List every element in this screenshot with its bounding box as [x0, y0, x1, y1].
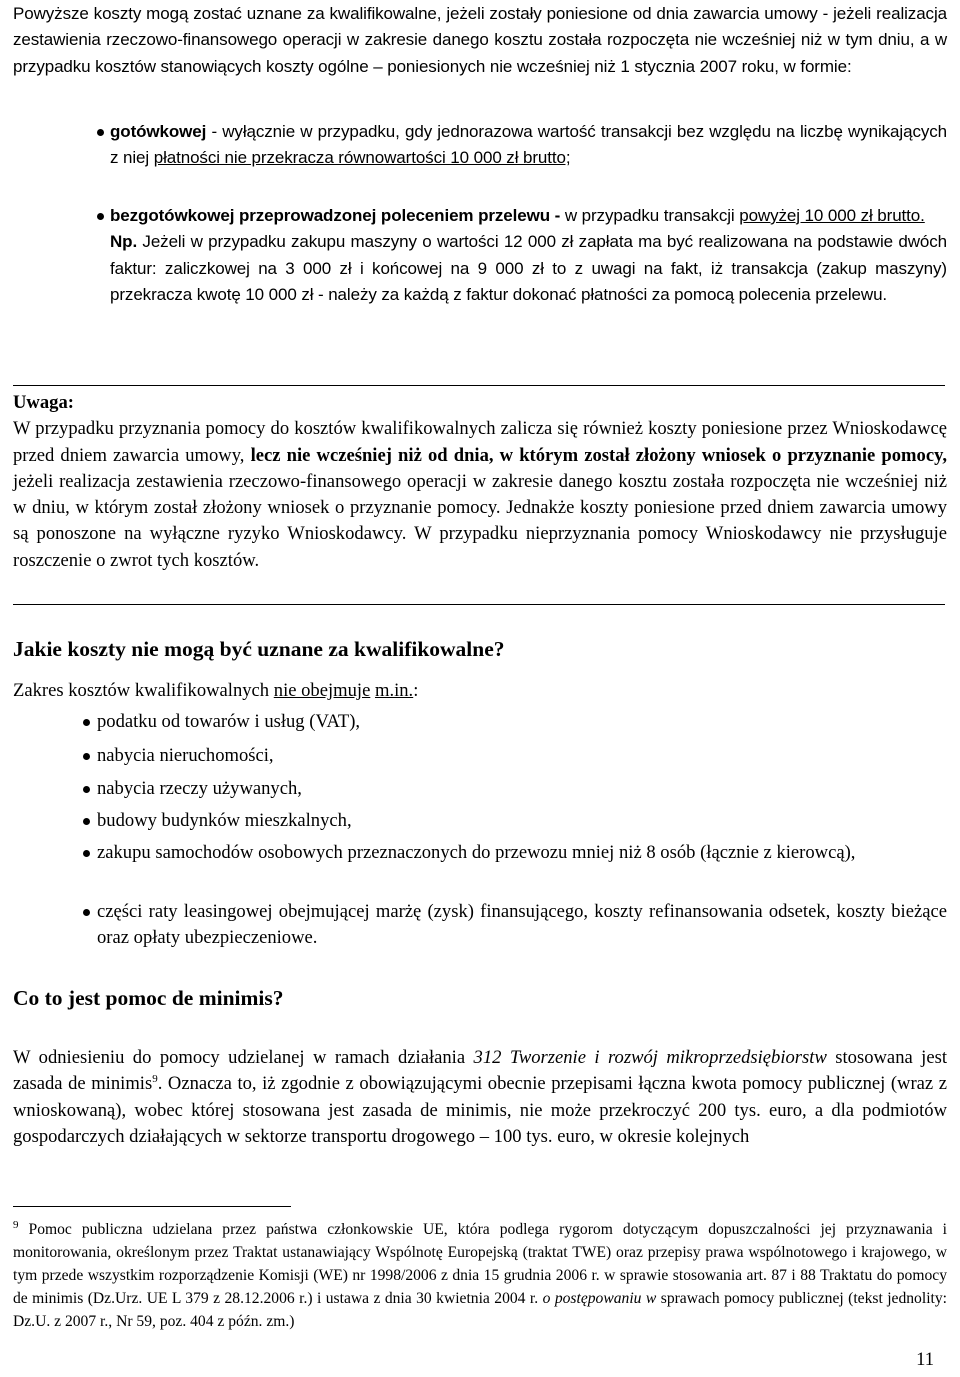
section-heading: Jakie koszty nie mogą być uznane za kwalifikowalne?	[13, 637, 505, 661]
bullet-icon	[83, 753, 90, 760]
footnote-ref[interactable]: 9	[152, 1073, 158, 1086]
payment-form-text: - wyłącznie w przypadku, gdy jednorazowa wartość transakcji bez względu na liczbę wynikających z niej	[110, 122, 947, 168]
note-bold: lecz nie wcześniej niż od dnia, w którym został złożony wniosek o przyznanie pomocy,	[250, 444, 947, 466]
page-number: 11	[916, 1349, 934, 1370]
payment-form-term: bezgotówkowej przeprowadzonej poleceniem przelewu -	[110, 206, 561, 225]
example-text: Jeżeli w przypadku zakupu maszyny o wartości 12 000 zł zapłata ma być realizowana na podstawie dwóch faktur: zaliczkowej na 3 000 zł i końcowej na 9 000 zł to z uwagi na fakt, iż transakcja (zakup maszyny) przekracza kwotę 10 000 zł - należy za każdą z faktur dokonać płatności za pomocą polecenia przelewu.	[110, 232, 947, 304]
bullet-icon	[97, 129, 104, 136]
payment-form-term: gotówkowej	[110, 122, 207, 141]
note-title: Uwaga:	[13, 392, 74, 413]
bullet-icon	[97, 213, 104, 220]
bullet-icon	[83, 786, 90, 793]
footnote-number: 9	[13, 1218, 19, 1231]
footnote-divider	[13, 1206, 291, 1207]
bullet-icon	[83, 719, 90, 726]
note-text: W przypadku przyznania pomocy do kosztów kwalifikowalnych zalicza się również koszty poniesione przez Wnioskodawcę przed dniem zawarcia umowy,	[13, 418, 947, 466]
bullet-icon	[83, 818, 90, 825]
bullet-icon	[83, 909, 90, 916]
payment-form-text: w przypadku transakcji	[560, 206, 740, 225]
footnote: $^9$ Pomoc publiczna udzielana przez państwa członkowskie UE, która podlega rygorom dotyczącym dopuszczalności jej przyznawania i monitorowania, określonym przez Traktat ustanawiający Wspólnotę Europejską (traktat TWE) oraz przepisy prawa wspólnotowego i krajowego, w tym przede wszystkim rozporządzenie Komisji (WE) nr 1998/2006 z dnia 15 grudnia 2006 r. w sprawie stosowania art. 87 i 88 Traktatu do pomocy de minimis (Dz.Urz. UE L 379 z 28.12.2006 r.) i ustawa z dnia 30 kwietnia 2004 r. o postępowaniu w sprawach pomocy publicznej (tekst jednolity: Dz.U. z 2007 r., Nr 59, poz. 404 z późn. zm.)	[13, 1218, 947, 1330]
bullet-icon	[83, 850, 90, 857]
note-text-cont: jeżeli realizacja zestawienia rzeczowo-finansowego operacji w zakresie danego kosztu została rozpoczęta nie wcześniej niż w dniu, w którym został złożony wniosek o przyznanie pomocy. Jednakże koszty poniesione przed dniem zawarcia umowy są ponoszone na wyłączne ryzyko Wnioskodawcy. W przypadku nieprzyznania pomocy Wnioskodawcy nie przysługuje roszczenie o zwrot tych kosztów.	[13, 470, 947, 571]
payment-form-underlined: płatności nie przekracza równowartości 10 000 zł brutto;	[153, 148, 571, 168]
de-minimis-paragraph: W odniesieniu do pomocy udzielanej w ramach działania 312 Tworzenie i rozwój mikroprzedsiębiorstw stosowana jest zasada de minimis$^9$. Oznacza to, iż zgodnie z obowiązującymi obecnie przepisami łączna kwota pomocy publicznej (wraz z wnioskowaną), wobec której stosowana jest zasada de minimis, nie może przekroczyć 200 tys. euro, a dla podmiotów gospodarczych działających w sektorze transportu drogowego – 100 tys. euro, w okresie kolejnych	[13, 1047, 947, 1147]
excluded-costs-intro: Zakres kosztów kwalifikowalnych nie obejmuje m.in.:	[13, 680, 419, 701]
intro-paragraph: Powyższe koszty mogą zostać uznane za kwalifikowalne, jeżeli zostały poniesione od dnia zawarcia umowy - jeżeli realizacja zestawienia rzeczowo-finansowego operacji w zakresie danego kosztu została rozpoczęta nie wcześniej niż w tym dniu, a w przypadku kosztów stanowiących koszty ogólne – poniesionych nie wcześniej niż 1 stycznia 2007 roku, w formie:	[13, 4, 947, 76]
section-heading: Co to jest pomoc de minimis?	[13, 986, 284, 1010]
payment-form-underlined: powyżej 10 000 zł brutto.	[739, 206, 925, 225]
example-lead: Np.	[110, 232, 138, 252]
note-block	[13, 390, 947, 574]
